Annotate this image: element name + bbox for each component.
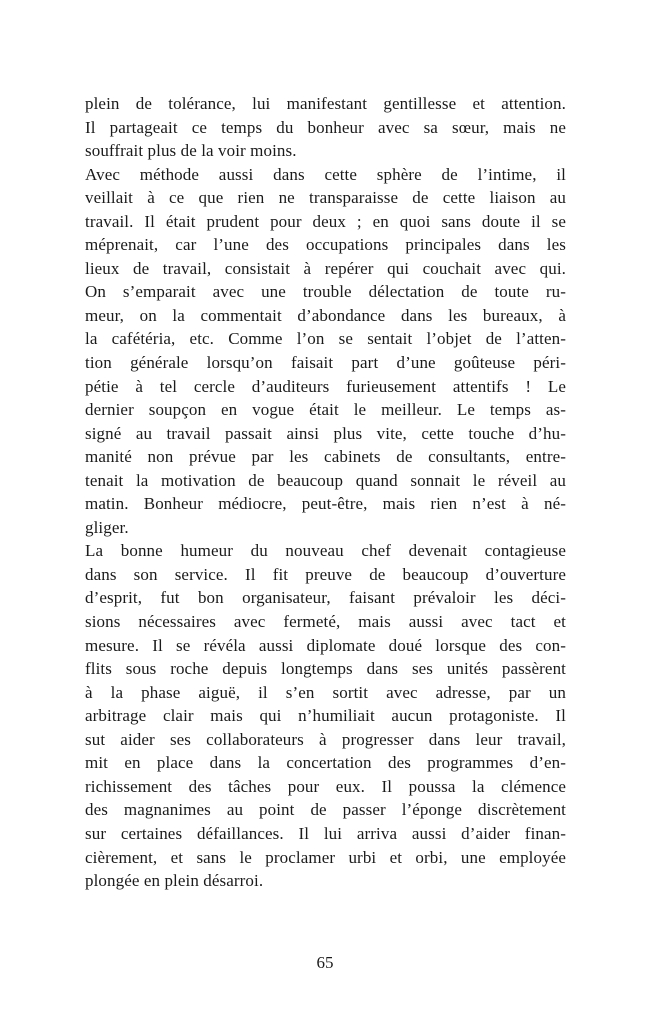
text-line: Il partageait ce temps du bonheur avec sa sœur, mais ne: [85, 117, 566, 137]
text-line: la cafétéria, etc. Comme l’on se sentait l’objet de l’atten-: [85, 329, 566, 349]
text-line: arbitrage clair mais qui n’humiliait aucun protagoniste. Il: [85, 706, 566, 726]
text-line: matin. Bonheur médiocre, peut-être, mais rien n’est à né-: [85, 494, 566, 514]
text-line: travail. Il était prudent pour deux ; en quoi sans doute il se: [85, 211, 566, 231]
text-line: sut aider ses collaborateurs à progresser dans leur travail,: [85, 729, 566, 749]
text-line: dans son service. Il fit preuve de beaucoup d’ouverture: [85, 564, 566, 584]
text-line: manité non prévue par les cabinets de consultants, entre-: [85, 447, 566, 467]
text-line: signé au travail passait ainsi plus vite, cette touche d’hu-: [85, 423, 566, 443]
text-line: plein de tolérance, lui manifestant gentillesse et attention.: [85, 94, 566, 113]
text-line: cièrement, et sans le proclamer urbi et orbi, une employée: [85, 847, 566, 867]
text-line: lieux de travail, consistait à repérer qui couchait avec qui.: [85, 258, 566, 278]
text-line: tenait la motivation de beaucoup quand sonnait le réveil au: [85, 470, 566, 490]
text-line: dernier soupçon en vogue était le meilleur. Le temps as-: [85, 400, 566, 420]
text-line: richissement des tâches pour eux. Il poussa la clémence: [85, 776, 566, 796]
text-line: mesure. Il se révéla aussi diplomate doué lorsque des con-: [85, 635, 566, 655]
page-number: 65: [316, 953, 334, 972]
text-line: Avec méthode aussi dans cette sphère de l’intime, il: [85, 164, 566, 184]
text-line: meur, on la commentait d’abondance dans les bureaux, à: [85, 305, 566, 325]
text-block: [85, 92, 566, 893]
text-line: souffrait plus de la voir moins.: [85, 141, 297, 161]
text-line: veillait à ce que rien ne transparaisse de cette liaison au: [85, 188, 566, 208]
text-line: méprenait, car l’une des occupations principales dans les: [85, 235, 566, 255]
text-line: des magnanimes au point de passer l’éponge discrètement: [85, 800, 566, 820]
text-line: pétie à tel cercle d’auditeurs furieusement attentifs ! Le: [85, 376, 566, 396]
text-line: sions nécessaires avec fermeté, mais aussi avec tact et: [85, 612, 566, 632]
text-line: plongée en plein désarroi.: [85, 871, 264, 891]
text-line: à la phase aiguë, il s’en sortit avec adresse, par un: [85, 682, 566, 702]
paragraph: [85, 539, 566, 892]
text-line: gliger.: [85, 517, 129, 537]
text-line: La bonne humeur du nouveau chef devenait contagieuse: [85, 541, 566, 561]
paragraph: [85, 163, 566, 540]
text-line: On s’emparait avec une trouble délectation de toute ru-: [85, 282, 566, 302]
text-line: sur certaines défaillances. Il lui arriva aussi d’aider finan-: [85, 823, 566, 843]
text-line: d’esprit, fut bon organisateur, faisant prévaloir les déci-: [85, 588, 566, 608]
paragraph: [85, 92, 566, 163]
text-line: flits sous roche depuis longtemps dans ses unités passèrent: [85, 659, 566, 679]
text-line: tion générale lorsqu’on faisait part d’une goûteuse péri-: [85, 353, 566, 373]
text-line: mit en place dans la concertation des programmes d’en-: [85, 753, 566, 773]
